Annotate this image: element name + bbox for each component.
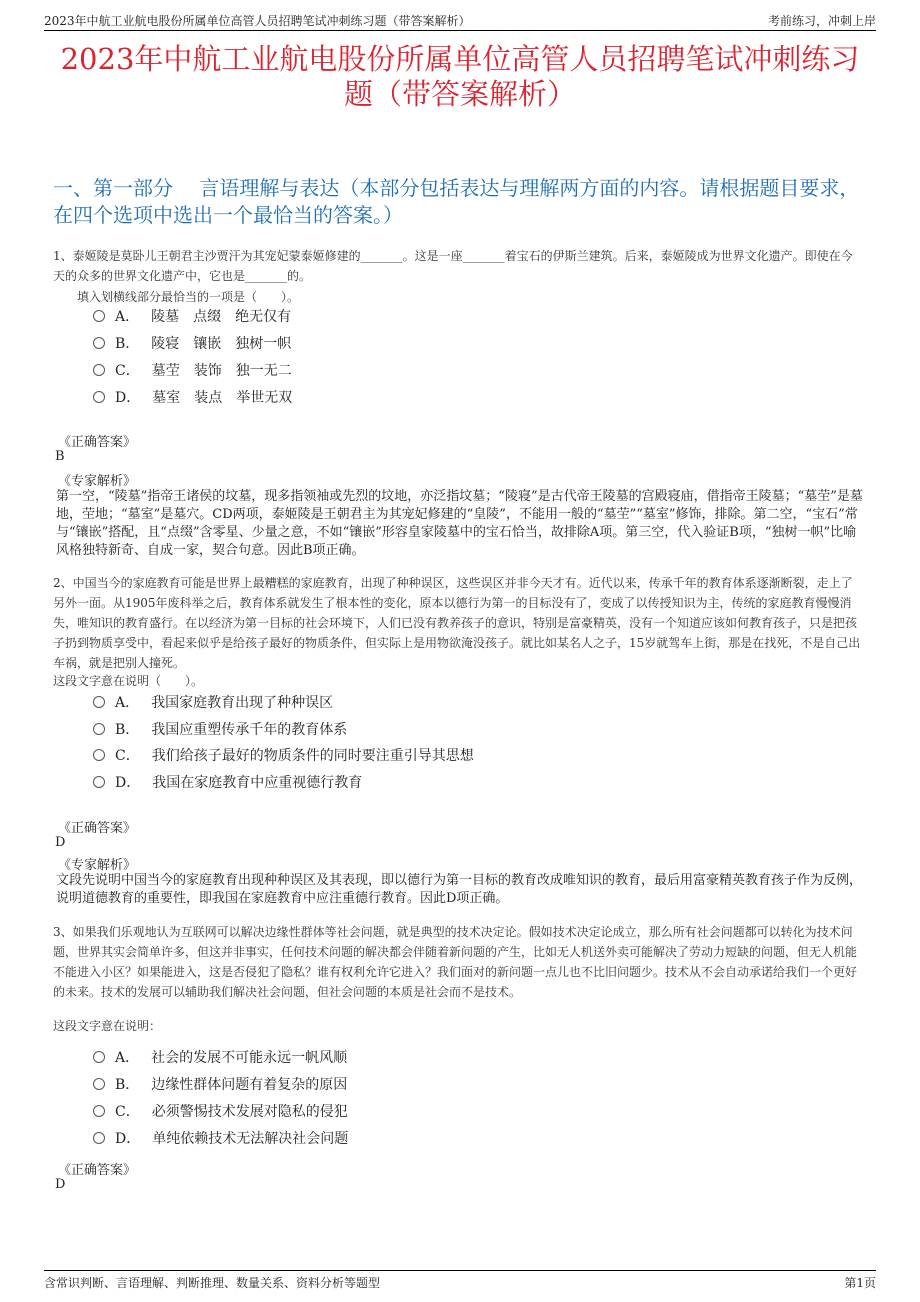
document-title: 2023年中航工业航电股份所属单位高管人员招聘笔试冲刺练习题（带答案解析） xyxy=(60,42,860,111)
radio-icon[interactable] xyxy=(93,364,105,376)
question-1-analysis: 第一空，“陵墓”指帝王诸侯的坟墓，现多指领袖或先烈的坟地，亦泛指坟墓；“陵寝”是古代帝王陵墓的宫殿寝庙，借指帝王陵墓；“墓茔”是墓地，茔地；“墓室”是墓穴。CD两项，泰姬陵是王朝君主为其宠妃修建的“皇陵”，不能用一般的“墓茔”“墓室”修饰，排除。第二空，“宝石”常与“镶嵌”搭配，且“点缀”含零星、少量之意，不如“镶嵌”形容皇家陵墓中的宝石恰当，故排除A项。第三空，代入验证B项，“独树一帜”比喻风格独特新奇、自成一家，契合句意。因此B项正确。 xyxy=(56,489,863,558)
question-1-option-d[interactable]: D． 墓室 装点 举世无双 xyxy=(93,387,292,409)
question-2-answer: D xyxy=(55,835,66,850)
question-3-option-d[interactable]: D． 单纯依赖技术无法解决社会问题 xyxy=(93,1128,348,1150)
radio-icon[interactable] xyxy=(93,337,105,349)
question-1-option-b[interactable]: B． 陵寝 镶嵌 独树一帜 xyxy=(93,333,291,355)
question-2-stem: 这段文字意在说明（ ）。 xyxy=(53,674,204,688)
radio-icon[interactable] xyxy=(93,391,105,403)
radio-icon[interactable] xyxy=(93,310,105,322)
question-2-analysis-label: 《专家解析》 xyxy=(58,858,137,873)
header-doc-title: 2023年中航工业航电股份所属单位高管人员招聘笔试冲刺练习题（带答案解析） xyxy=(44,14,471,28)
question-1-stem: 填入划横线部分最恰当的一项是（ ）。 xyxy=(77,290,300,304)
question-3-answer: D xyxy=(55,1177,66,1192)
question-2-answer-label: 《正确答案》 xyxy=(58,821,137,836)
radio-icon[interactable] xyxy=(93,1078,105,1090)
question-3-stem: 这段文字意在说明： xyxy=(53,1019,162,1033)
question-2-option-c[interactable]: C． 我们给孩子最好的物质条件的同时要注重引导其思想 xyxy=(93,745,474,767)
radio-icon[interactable] xyxy=(93,1105,105,1117)
page-number: 第1页 xyxy=(844,1276,876,1290)
page-header xyxy=(44,8,876,31)
question-3-option-b[interactable]: B． 边缘性群体问题有着复杂的原因 xyxy=(93,1074,347,1096)
question-3-option-c[interactable]: C． 必须警惕技术发展对隐私的侵犯 xyxy=(93,1101,348,1123)
radio-icon[interactable] xyxy=(93,776,105,788)
question-2-option-b[interactable]: B． 我国应重塑传承千年的教育体系 xyxy=(93,719,347,741)
question-1-answer: B xyxy=(55,449,65,464)
radio-icon[interactable] xyxy=(93,723,105,735)
radio-icon[interactable] xyxy=(93,1051,105,1063)
header-slogan: 考前练习，冲刺上岸 xyxy=(767,14,876,28)
question-1-analysis-label: 《专家解析》 xyxy=(58,474,137,489)
footer-note: 含常识判断、言语理解、判断推理、数量关系、资料分析等题型 xyxy=(44,1276,381,1290)
page-footer xyxy=(44,1270,876,1293)
question-1-option-c[interactable]: C． 墓茔 装饰 独一无二 xyxy=(93,360,292,382)
question-2-analysis: 文段先说明中国当今的家庭教育出现种种误区及其表现，即以德行为第一目标的教育改成唯知识的教育，最后用富豪精英教育孩子作为反例，说明道德教育的重要性，即我国在家庭教育中应注重德行教育。因此D项正确。 xyxy=(56,873,863,906)
radio-icon[interactable] xyxy=(93,749,105,761)
question-3-option-a[interactable]: A． 社会的发展不可能永远一帆风顺 xyxy=(93,1047,347,1069)
question-1-option-a[interactable]: A． 陵墓 点缀 绝无仅有 xyxy=(93,306,291,328)
question-3-answer-label: 《正确答案》 xyxy=(58,1163,137,1178)
question-3-text: 3、如果我们乐观地认为互联网可以解决边缘性群体等社会问题，就是典型的技术决定论。假如技术决定论成立，那么所有社会问题都可以转化为技术问题，世界其实会简单许多，但这并非事实，任何技术问题的解决都会伴随着新问题的产生，比如无人机送外卖可能解决了劳动力短缺的问题，但无人机能不能进入小区？如果能进入，这是否侵犯了隐私？谁有权利允许它进入？我们面对的新问题一点儿也不比旧问题少。技术从不会自动承诺给我们一个更好的未来。技术的发展可以辅助我们解决社会问题，但社会问题的本质是社会而不是技术。 xyxy=(53,925,858,999)
question-2-option-d[interactable]: D． 我国在家庭教育中应重视德行教育 xyxy=(93,772,362,794)
radio-icon[interactable] xyxy=(93,696,105,708)
question-1-text: 1、泰姬陵是莫卧儿王朝君主沙贾汗为其宠妃蒙泰姬修建的_______。这是一座_______着宝石的伊斯兰建筑。后来，泰姬陵成为世界文化遗产。即使在今天的众多的世界文化遗产中，它也是_______的。 xyxy=(53,249,853,283)
radio-icon[interactable] xyxy=(93,1132,105,1144)
question-2-option-a[interactable]: A． 我国家庭教育出现了种种误区 xyxy=(93,692,333,714)
question-2-text: 2、中国当今的家庭教育可能是世界上最糟糕的家庭教育，出现了种种误区，这些误区并非今天才有。近代以来，传承千年的教育体系逐渐断裂，走上了另外一面。从1905年废科举之后，教育体系就发生了根本性的变化，原本以德行为第一的目标没有了，变成了以传授知识为主，传统的家庭教育慢慢消失，唯知识的教育盛行。在以经济为第一目标的社会环境下，人们已没有教养孩子的意识，特别是富豪精英，没有一个知道应该如何教育孩子，只是把孩子扔到物质享受中，看起来似乎是给孩子最好的物质条件，但实际上是用物欲淹没孩子。就比如某名人之子，15岁就驾车上街，那是在找死，不是自己出车祸，就是把别人撞死。 xyxy=(53,576,861,670)
section-heading: 一、第一部分 言语理解与表达（本部分包括表达与理解两方面的内容。请根据题目要求，在四个选项中选出一个最恰当的答案。） xyxy=(53,176,860,227)
question-1-answer-label: 《正确答案》 xyxy=(58,435,137,450)
